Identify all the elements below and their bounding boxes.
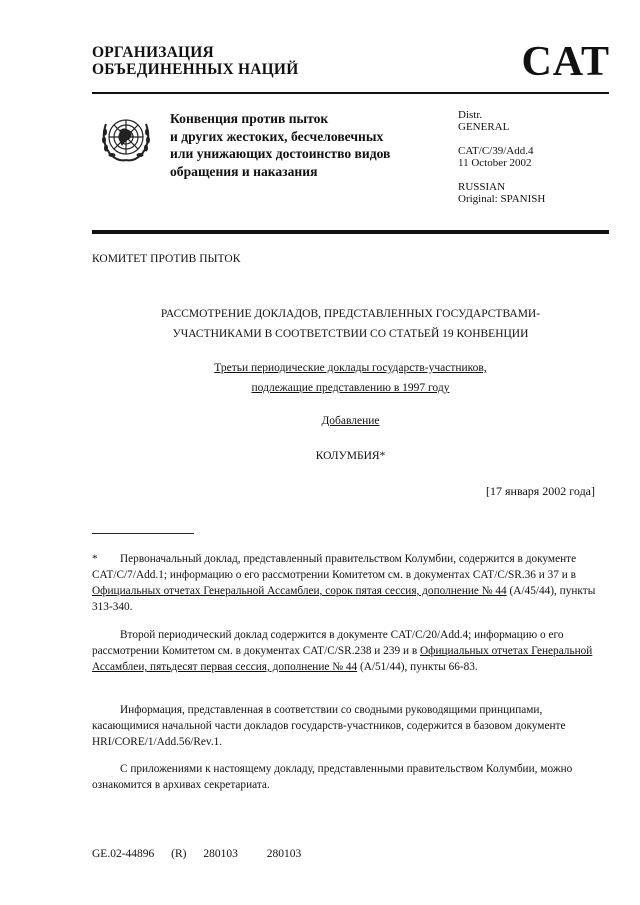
subheading-line-1: Третьи периодические доклады государств-участников, [214, 362, 487, 374]
convention-title-line-4: обращения и наказания [170, 163, 318, 179]
committee-name: КОМИТЕТ ПРОТИВ ПЫТОК [92, 253, 241, 265]
convention-title [170, 110, 390, 180]
footnote-1-text: Первоначальный доклад, представленный правительством Колумбии, содержится в документе CAT/C/7/Add.1; информацию о его рассмотрении Комитетом см. в документах CAT/C/SR.36 и 37 и в [92, 553, 577, 581]
footnote-2-text: Второй периодический доклад содержится в документе CAT/C/20/Add.4; информацию о его рассмотрении Комитетом см. в документах CAT/C/SR.238 и 239 и в [92, 629, 564, 657]
un-emblem-icon [96, 108, 156, 168]
convention-title-line-2: и других жестоких, бесчеловечных [170, 128, 384, 144]
footnote-marker: * [92, 553, 98, 565]
page-footer [92, 848, 313, 860]
distribution-value: GENERAL [458, 121, 510, 133]
document-date: 11 October 2002 [458, 157, 532, 169]
distribution-label: Distr. [458, 109, 483, 121]
main-heading [92, 304, 609, 344]
country-name: КОЛУМБИЯ* [315, 450, 386, 462]
header-divider [92, 92, 609, 94]
convention-title-line-3: или унижающих достоинство видов [170, 146, 391, 161]
document-metadata [458, 109, 545, 205]
organization-name [92, 44, 298, 78]
footnote-3 [92, 702, 597, 750]
convention-title-line-1: Конвенция против пыток [170, 111, 329, 126]
subheading [92, 358, 609, 398]
footnote-1 [92, 551, 597, 615]
footnote-3-text: Информация, представленная в соответствии со сводными руководящими принципами, касающимися начальной части докладов государств-участников, содержится в базовом документе HRI/CORE/1/Add.56/Rev.1. [92, 704, 566, 748]
footer-date-2: 280103 [266, 848, 302, 860]
organization-line-1: ОРГАНИЗАЦИЯ [92, 44, 214, 61]
footnote-1-citation: Официальных отчетах Генеральной Ассамблеи, сорок пятая сессия, дополнение № 44 [92, 585, 507, 597]
job-number: GE.02-44896 [92, 848, 155, 860]
subheading-line-2: подлежащие представлению в 1997 году [251, 382, 450, 394]
report-date: [17 января 2002 года] [486, 484, 595, 498]
document-language: RUSSIAN [458, 181, 506, 193]
document-series-symbol: CAT [521, 39, 610, 85]
footnote-2-text-end: (A/51/44), пункты 66-83. [357, 661, 478, 673]
addendum-text: Добавление [321, 415, 380, 427]
footnote-2 [92, 627, 597, 675]
organization-line-2: ОБЪЕДИНЕННЫХ НАЦИЙ [92, 61, 299, 78]
footnote-4-text: С приложениями к настоящему докладу, представленными правительством Колумбии, можно ознакомится в архивах секретариата. [92, 763, 573, 791]
addendum-label [92, 411, 609, 431]
footer-date-1: 280103 [203, 848, 238, 860]
footnote-separator [92, 533, 194, 534]
footnote-4 [92, 761, 597, 793]
original-language: Original: SPANISH [458, 193, 546, 205]
footnote-1-text-end: (A/45/44), пункты 313-340. [92, 585, 596, 613]
header-bottom-divider [92, 230, 609, 234]
document-symbol: CAT/C/39/Add.4 [458, 145, 534, 157]
footnote-2-citation: Официальных отчетах Генеральной Ассамблеи, пятьдесят первая сессия, дополнение № 44 [92, 645, 593, 673]
revision-marker: (R) [171, 848, 187, 860]
main-heading-line-2: УЧАСТНИКАМИ В СООТВЕТСТВИИ СО СТАТЬЕЙ 19 КОНВЕНЦИИ [172, 328, 529, 340]
main-heading-line-1: РАССМОТРЕНИЕ ДОКЛАДОВ, ПРЕДСТАВЛЕННЫХ ГОСУДАРСТВАМИ- [160, 308, 541, 320]
